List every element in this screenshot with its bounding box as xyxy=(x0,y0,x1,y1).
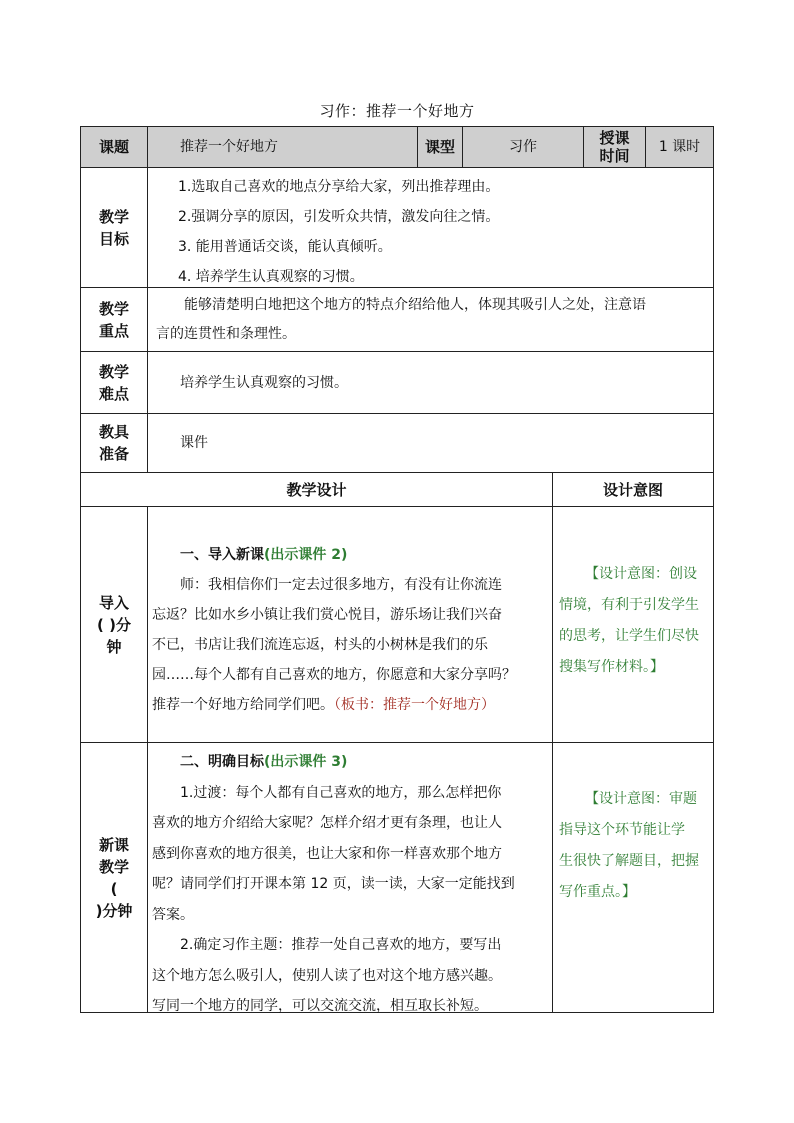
type-value: 习作 xyxy=(463,127,584,168)
newlesson-label-line4: )分钟 xyxy=(95,901,133,920)
goal-item: 3. 能用普通话交谈，能认真倾听。 xyxy=(178,239,392,255)
keypoints-line1: 能够清楚明白地把这个地方的特点介绍给他人，体现其吸引人之处，注意语 xyxy=(184,297,646,313)
intro-intent xyxy=(553,507,713,743)
difficulties-label-line2: 难点 xyxy=(98,384,129,403)
keypoints-label-line1: 教学 xyxy=(98,299,129,318)
goals-content xyxy=(148,168,713,288)
newlesson-line: 答案。 xyxy=(152,906,194,923)
goals-label-line1: 教学 xyxy=(98,207,129,226)
intro-label xyxy=(81,507,148,743)
goals-label xyxy=(81,168,148,288)
difficulties-label-line1: 教学 xyxy=(98,362,129,381)
design-header: 教学设计 xyxy=(81,473,553,507)
keypoints-line2: 言的连贯性和条理性。 xyxy=(156,326,296,342)
goal-item: 1.选取自己喜欢的地点分享给大家，列出推荐理由。 xyxy=(178,179,500,195)
newlesson-line: 2.确定习作主题：推荐一处自己喜欢的地方，要写出 xyxy=(180,937,502,953)
newlesson-heading xyxy=(148,747,548,778)
newlesson-label-line3: ( xyxy=(110,879,118,898)
difficulties-content: 培养学生认真观察的习惯。 xyxy=(148,352,713,414)
keypoints-content xyxy=(148,288,713,352)
keypoints-label-line2: 重点 xyxy=(98,321,129,340)
topic-label: 课题 xyxy=(81,127,148,168)
goal-item: 4. 培养学生认真观察的习惯。 xyxy=(178,269,364,285)
materials-label-line1: 教具 xyxy=(98,423,129,441)
document-title: 习作：推荐一个好地方 xyxy=(319,102,475,120)
goal-item: 2.强调分享的原因，引发听众共情，激发向往之情。 xyxy=(178,209,500,225)
intent-line: 搜集写作材料。】 xyxy=(559,659,664,675)
intent-line: 【设计意图：审题 xyxy=(585,791,697,807)
intro-label-line3: 钟 xyxy=(106,637,122,656)
newlesson-content xyxy=(148,743,553,1012)
newlesson-label-line1: 新课 xyxy=(98,835,129,854)
newlesson-label-line2: 教学 xyxy=(98,857,129,876)
intro-heading xyxy=(148,540,548,570)
newlesson-line: 感到你喜欢的地方很美，也让大家和你一样喜欢那个地方 xyxy=(152,845,502,862)
intro-label-line2: ( )分 xyxy=(97,615,131,634)
intro-line: 不已，书店让我们流连忘返，村头的小树林是我们的乐 xyxy=(152,637,488,653)
materials-content: 课件 xyxy=(148,414,713,473)
newlesson-heading-text: 二、明确目标 xyxy=(180,754,264,770)
newlesson-intent xyxy=(553,743,713,1012)
lesson-plan-table xyxy=(80,126,714,1013)
difficulties-label xyxy=(81,352,148,414)
materials-label xyxy=(81,414,148,473)
newlesson-line: 写同一个地方的同学，可以交流交流，相互取长补短。 xyxy=(152,998,488,1014)
time-value: 1 课时 xyxy=(646,127,713,168)
intent-line: 写作重点。】 xyxy=(559,884,636,900)
goals-label-line2: 目标 xyxy=(98,229,129,248)
intro-line: 忘返？比如水乡小镇让我们赏心悦目，游乐场让我们兴奋 xyxy=(152,607,502,623)
intro-heading-note: (出示课件 2) xyxy=(264,547,348,563)
intro-content xyxy=(148,507,553,743)
newlesson-line: 这个地方怎么吸引人，使别人读了也对这个地方感兴趣。 xyxy=(152,967,502,984)
newlesson-line: 喜欢的地方介绍给大家呢？怎样介绍才更有条理，也让人 xyxy=(152,815,502,831)
newlesson-heading-note: (出示课件 3) xyxy=(264,754,348,770)
intro-last-line xyxy=(148,690,548,720)
intro-board-note: （板书：推荐一个好地方） xyxy=(334,697,495,713)
intent-line: 【设计意图：创设 xyxy=(585,566,697,582)
time-label-line1: 授课 xyxy=(599,129,630,147)
keypoints-label xyxy=(81,288,148,352)
materials-label-line2: 准备 xyxy=(98,445,129,463)
intro-line: 园……每个人都有自己喜欢的地方，你愿意和大家分享吗？ xyxy=(152,667,516,683)
intent-line: 情境，有利于引发学生 xyxy=(559,597,699,613)
newlesson-label xyxy=(81,743,148,1012)
intent-line: 的思考，让学生们尽快 xyxy=(559,628,699,644)
newlesson-line: 1.过渡：每个人都有自己喜欢的地方，那么怎样把你 xyxy=(180,784,502,801)
intro-last-text: 推荐一个好地方给同学们吧。 xyxy=(152,697,334,713)
topic-value: 推荐一个好地方 xyxy=(148,127,418,168)
newlesson-line: 呢？请同学们打开课本第 12 页，读一读，大家一定能找到 xyxy=(152,876,515,892)
type-label: 课型 xyxy=(418,127,463,168)
intro-line: 师：我相信你们一定去过很多地方，有没有让你流连 xyxy=(180,577,502,593)
intent-header: 设计意图 xyxy=(553,473,713,507)
intent-line: 生很快了解题目，把握 xyxy=(559,853,699,869)
intro-heading-text: 一、导入新课 xyxy=(180,547,264,563)
intent-line: 指导这个环节能让学 xyxy=(559,822,685,838)
intro-label-line1: 导入 xyxy=(98,593,129,612)
time-label xyxy=(584,127,646,168)
time-label-line2: 时间 xyxy=(599,147,630,165)
